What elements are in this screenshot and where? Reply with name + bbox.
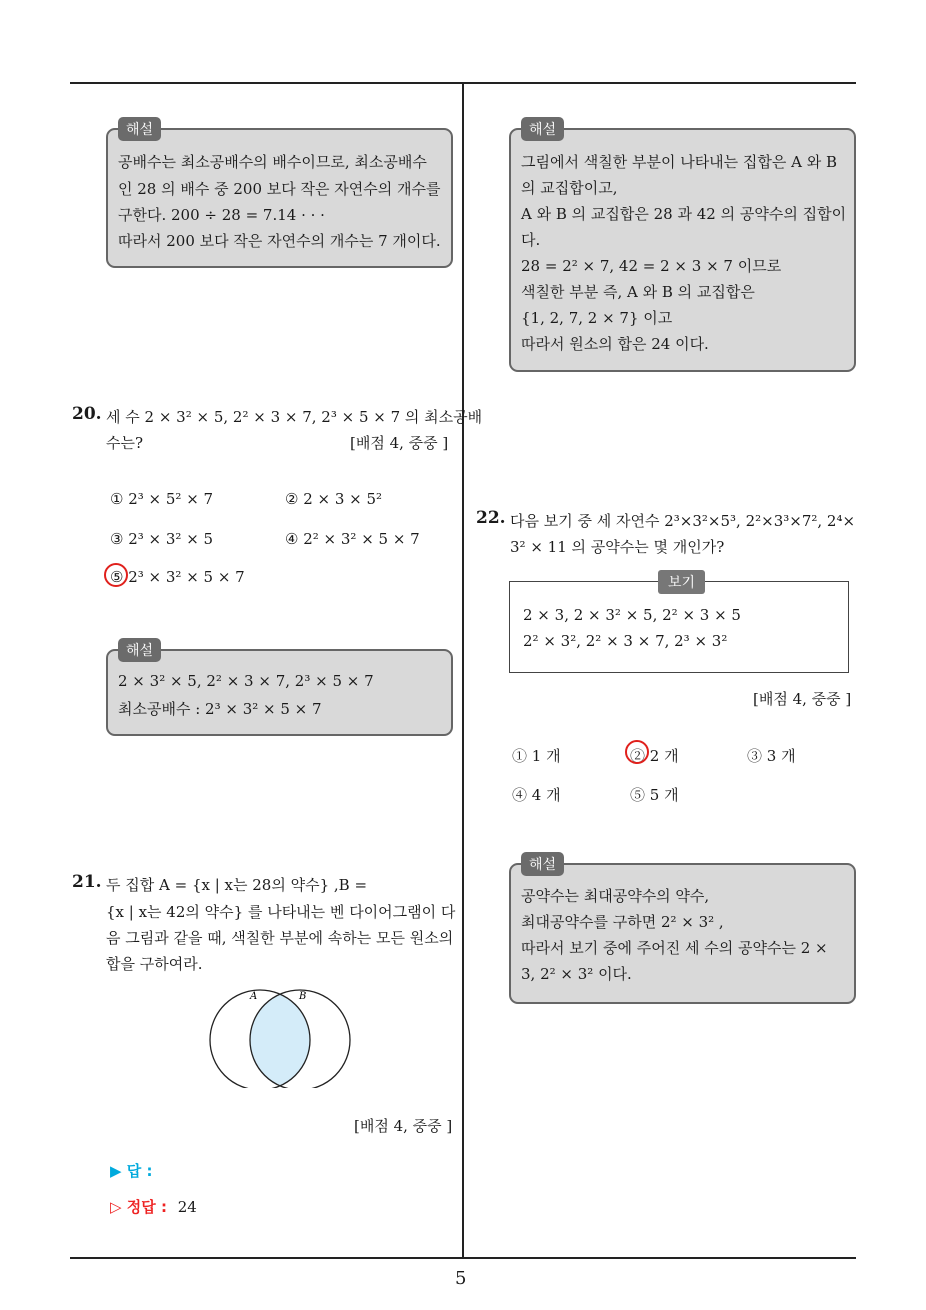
choice-2[interactable]: ② 2 × 3 × 5² (285, 490, 383, 508)
solution-line: 최대공약수를 구하면 2² × 3² , (521, 913, 724, 931)
question-text: {x | x는 42의 약수} 를 나타내는 벤 다이어그램이 다 (106, 903, 456, 921)
choice-1[interactable]: ① 2³ × 5² × 7 (110, 490, 214, 508)
correct-value: 24 (177, 1198, 197, 1216)
solution-line: 3, 2² × 3² 이다. (521, 965, 632, 983)
choice-4[interactable]: ④ 2² × 3² × 5 × 7 (285, 530, 420, 548)
solution-line: {1, 2, 7, 2 × 7} 이고 (521, 309, 673, 327)
choice-3[interactable]: ③ 2³ × 3² × 5 (110, 530, 214, 548)
choice-5[interactable]: ⑤ 5 개 (630, 786, 679, 804)
solution-line: 따라서 원소의 합은 24 이다. (521, 335, 709, 353)
solution-line: 인 28 의 배수 중 200 보다 작은 자연수의 개수를 (118, 180, 441, 198)
venn-diagram (200, 988, 360, 1088)
solution-box-20 (106, 649, 453, 736)
question-text: 3² × 11 의 공약수는 몇 개인가? (510, 538, 725, 556)
bogi-tag: 보기 (658, 570, 705, 594)
correct-label: ▷ 정답 : (110, 1198, 167, 1216)
page-number: 5 (455, 1268, 467, 1289)
solution-line: 색칠한 부분 즉, A 와 B 의 교집합은 (521, 283, 755, 301)
question-text: 다음 보기 중 세 자연수 2³×3²×5³, 2²×3³×7², 2⁴× (510, 512, 856, 530)
question-number: 20. (72, 404, 102, 424)
solution-line: 따라서 보기 중에 주어진 세 수의 공약수는 2 × (521, 939, 828, 957)
question-text: 수는? (106, 434, 144, 452)
question-number: 21. (72, 872, 102, 892)
solution-line: 공배수는 최소공배수의 배수이므로, 최소공배수 (118, 153, 427, 171)
points-label: [배점 4, 중중 ] (350, 434, 449, 452)
question-text: 음 그림과 같을 때, 색칠한 부분에 속하는 모든 원소의 (106, 929, 454, 947)
choice-4[interactable]: ④ 4 개 (512, 786, 561, 804)
points-label: [배점 4, 중중 ] (753, 690, 852, 708)
solution-line: 의 교집합이고, (521, 179, 618, 197)
answer-mark (104, 563, 128, 587)
bogi-line: 2 × 3, 2 × 3² × 5, 2² × 3 × 5 (523, 606, 741, 624)
answer-mark (625, 740, 649, 764)
solution-line: 따라서 200 보다 작은 자연수의 개수는 7 개이다. (118, 232, 441, 250)
solution-line: 다. (521, 231, 541, 249)
question-text: 두 집합 A = {x | x는 28의 약수} ,B = (106, 876, 368, 894)
correct-answer (110, 1196, 197, 1217)
solution-line: 2 × 3² × 5, 2² × 3 × 7, 2³ × 5 × 7 (118, 672, 374, 690)
solution-tag: 해설 (521, 117, 564, 141)
points-label: [배점 4, 중중 ] (354, 1117, 453, 1135)
set-b-label: B (299, 991, 307, 1002)
solution-tag: 해설 (521, 852, 564, 876)
solution-line: 그림에서 색칠한 부분이 나타내는 집합은 A 와 B (521, 153, 838, 171)
question-text: 세 수 2 × 3² × 5, 2² × 3 × 7, 2³ × 5 × 7 의 최소공배 (106, 408, 483, 426)
solution-line: 공약수는 최대공약수의 약수, (521, 887, 710, 905)
set-a-label: A (250, 991, 258, 1002)
question-text: 합을 구하여라. (106, 955, 203, 973)
bogi-line: 2² × 3², 2² × 3 × 7, 2³ × 3² (523, 632, 728, 650)
solution-line: A 와 B 의 교집합은 28 과 42 의 공약수의 집합이 (521, 205, 847, 223)
choice-1[interactable]: ① 1 개 (512, 747, 561, 765)
choice-3[interactable]: ③ 3 개 (747, 747, 796, 765)
column-divider (462, 82, 464, 1258)
question-number: 22. (476, 508, 506, 528)
choice-5[interactable]: ⑤ 2³ × 3² × 5 × 7 (110, 568, 245, 586)
solution-line: 28 = 2² × 7, 42 = 2 × 3 × 7 이므로 (521, 257, 782, 275)
choice-2[interactable]: ② 2 개 (630, 747, 679, 765)
solution-line: 구한다. 200 ÷ 28 = 7.14 · · · (118, 206, 325, 224)
bogi-box (509, 581, 849, 673)
answer-label: ▶ 답 : (110, 1162, 153, 1180)
solution-tag: 해설 (118, 117, 161, 141)
solution-line: 최소공배수 : 2³ × 3² × 5 × 7 (118, 700, 322, 718)
solution-tag: 해설 (118, 638, 161, 662)
